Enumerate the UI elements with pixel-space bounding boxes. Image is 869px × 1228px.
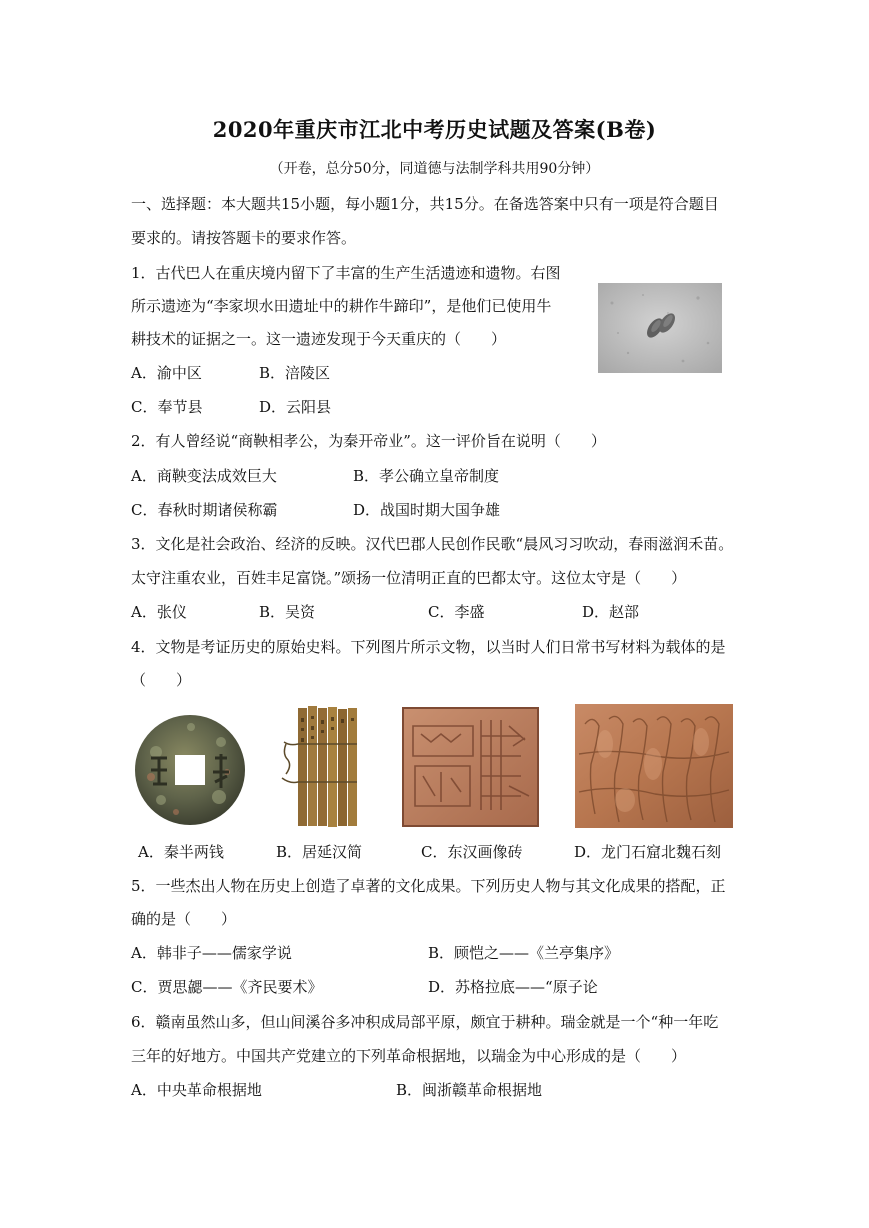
q6-option-a: A．中央革命根据地 xyxy=(131,1081,262,1099)
section-instructions-line1: 一、选择题：本大题共15小题，每小题1分，共15分。在备选答案中只有一项是符合题目 xyxy=(131,195,719,213)
q3-text-line2: 太守注重农业，百姓丰足富饶。”颂扬一位清明正直的巴都太守。这位太守是（ ） xyxy=(131,569,687,587)
q5-option-c: C．贾思勰——《齐民要术》 xyxy=(131,978,323,996)
q2-option-a: A．商鞅变法成效巨大 xyxy=(131,467,277,485)
q1-text-line1: 1．古代巴人在重庆境内留下了丰富的生产生活遗迹和遗物。右图 xyxy=(131,264,561,282)
q3-option-d: D．赵部 xyxy=(582,603,640,621)
q1-option-b: B．涪陵区 xyxy=(259,364,331,382)
q5-text-line2: 确的是（ ） xyxy=(131,910,237,928)
q2-option-b: B．孝公确立皇帝制度 xyxy=(353,467,500,485)
q5-option-a: A．韩非子——儒家学说 xyxy=(131,944,292,962)
hoofprint-image xyxy=(598,283,722,373)
bamboo-slips-photo xyxy=(278,704,366,831)
q2-option-c: C．春秋时期诸侯称霸 xyxy=(131,501,278,519)
q2-option-d: D．战国时期大国争雄 xyxy=(353,501,501,519)
q5-text-line1: 5．一些杰出人物在历史上创造了卓著的文化成果。下列历史人物与其文化成果的搭配，正 xyxy=(131,877,726,895)
q3-option-a: A．张仪 xyxy=(131,603,187,621)
carving-image xyxy=(575,704,733,828)
q1-option-c: C．奉节县 xyxy=(131,398,203,416)
q4-text-line2: （ ） xyxy=(131,671,192,689)
q1-text-line3: 耕技术的证据之一。这一遗迹发现于今天重庆的（ ） xyxy=(131,330,507,348)
q1-option-a: A．渝中区 xyxy=(131,364,202,382)
brick-image xyxy=(401,706,540,828)
page-title: 2020年重庆市江北中考历史试题及答案(B卷) xyxy=(212,117,657,142)
q4-option-a: A．秦半两钱 xyxy=(138,843,224,861)
q5-option-d: D．苏格拉底——“原子论 xyxy=(428,978,598,996)
q1-option-d: D．云阳县 xyxy=(259,398,332,416)
q3-option-b: B．吴资 xyxy=(259,603,316,621)
q6-text-line2: 三年的好地方。中国共产党建立的下列革命根据地，以瑞金为中心形成的是（ ） xyxy=(131,1047,687,1065)
coin-image xyxy=(131,712,249,829)
q4-option-d: D．龙门石窟北魏石刻 xyxy=(574,843,722,861)
q6-text-line1: 6．赣南虽然山多，但山间溪谷多冲积成局部平原，颇宜于耕种。瑞金就是一个“种一年吃 xyxy=(131,1013,719,1031)
coin-photo xyxy=(131,712,249,829)
q4-text-line1: 4．文物是考证历史的原始史料。下列图片所示文物，以当时人们日常书写材料为载体的是 xyxy=(131,638,726,656)
page-subtitle: （开卷，总分50分，同道德与法制学科共用90分钟） xyxy=(269,161,600,177)
bamboo-slips-image xyxy=(278,704,366,831)
q4-option-b: B．居延汉简 xyxy=(276,843,363,861)
carving-photo xyxy=(575,704,733,828)
section-instructions-line2: 要求的。请按答题卡的要求作答。 xyxy=(131,229,357,247)
hoofprint-photo xyxy=(598,283,722,373)
q3-text-line1: 3．文化是社会政治、经济的反映。汉代巴郡人民创作民歌“晨风习习吹动，春雨滋润禾苗。 xyxy=(131,535,734,553)
q1-text-line2: 所示遗迹为“李家坝水田遗址中的耕作牛蹄印”，是他们已使用牛 xyxy=(131,297,552,315)
brick-photo xyxy=(401,706,540,828)
q2-text-line1: 2．有人曾经说“商鞅相孝公，为秦开帝业”。这一评价旨在说明（ ） xyxy=(131,432,606,450)
q6-option-b: B．闽浙赣革命根据地 xyxy=(396,1081,543,1099)
q4-option-c: C．东汉画像砖 xyxy=(421,843,523,861)
q5-option-b: B．顾恺之——《兰亭集序》 xyxy=(428,944,620,962)
q3-option-c: C．李盛 xyxy=(428,603,485,621)
